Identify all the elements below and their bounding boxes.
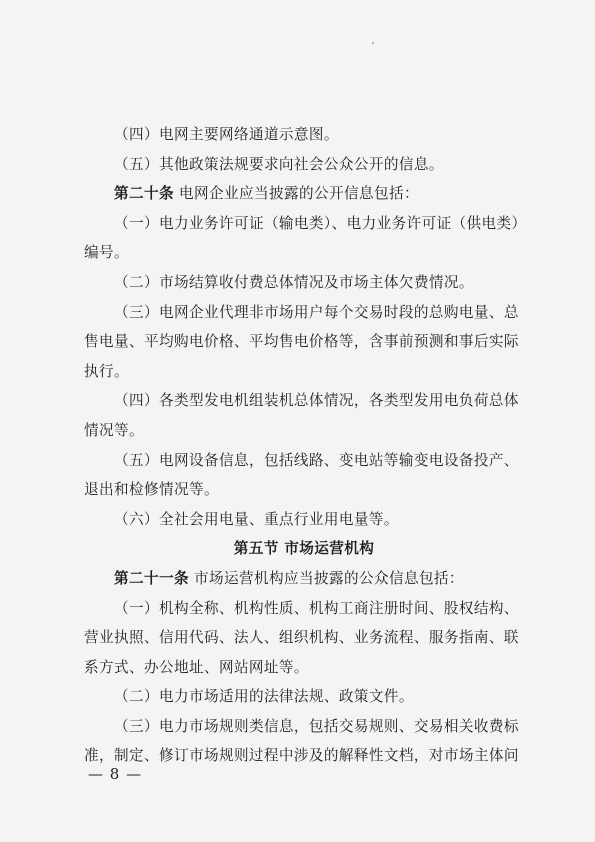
paragraph <box>84 594 524 683</box>
paragraph <box>114 120 524 150</box>
text-line: （六）全社会用电量、重点行业用电量等。 <box>114 510 399 528</box>
paragraph <box>84 386 524 445</box>
paragraph <box>84 298 524 387</box>
paragraph <box>114 682 524 712</box>
text-line: （二）电力市场适用的法律法规、政策文件。 <box>114 688 414 706</box>
text-line: （三）电力市场规则类信息，包括交易规则、交易相关收费标 <box>114 717 519 735</box>
article-paragraph <box>114 564 524 594</box>
text-line: （四）电网主要网络通道示意图。 <box>114 126 339 143</box>
text-line: 执行。 <box>84 362 129 380</box>
text-line: （三）电网企业代理非市场用户每个交易时段的总购电量、总 <box>114 303 519 321</box>
paragraph <box>114 268 524 298</box>
text-line: （五）其他政策法规要求向社会公众公开的信息。 <box>114 155 444 173</box>
text-line: 售电量、平均购电价格、平均售电价格等，含事前预测和事后实际 <box>84 333 519 351</box>
text-line: 情况等。 <box>84 421 144 439</box>
section-title: 第五节 市场运营机构 <box>233 540 375 558</box>
text-line: 系方式、办公地址、网站网址等。 <box>84 658 309 676</box>
article-number: 第二十一条 <box>114 569 189 587</box>
text-line <box>114 179 524 209</box>
page-number: — 8 — <box>88 765 143 783</box>
paragraph <box>84 209 527 268</box>
text-line: 退出和检修情况等。 <box>84 481 219 499</box>
text-line <box>114 564 524 594</box>
text-line: （五）电网设备信息，包括线路、变电站等输变电设备投产、 <box>114 451 519 469</box>
article-text: 市场运营机构应当披露的公众信息包括： <box>194 569 464 587</box>
text-line: （四）各类型发电机组装机总体情况，各类型发用电负荷总体 <box>114 392 519 410</box>
text-line: （二）市场结算收付费总体情况及市场主体欠费情况。 <box>114 273 474 291</box>
text-line: （一）机构全称、机构性质、机构工商注册时间、股权结构、 <box>114 599 519 617</box>
document-body <box>84 120 527 771</box>
paragraph <box>114 505 524 535</box>
text-line: （一）电力业务许可证（输电类）、电力业务许可证（供电类） <box>114 214 527 232</box>
section-heading <box>114 534 524 564</box>
paragraph <box>84 712 524 771</box>
text-line: 编号。 <box>84 244 129 262</box>
article-text: 电网企业应当披露的公开信息包括： <box>179 185 419 203</box>
article-paragraph <box>114 179 524 209</box>
paragraph <box>114 150 524 180</box>
scan-speck <box>372 42 374 44</box>
text-line: 准，制定、修订市场规则过程中涉及的解释性文档，对市场主体问 <box>84 747 519 765</box>
text-line: 营业执照、信用代码、法人、组织机构、业务流程、服务指南、联 <box>84 629 519 647</box>
paragraph <box>84 446 524 505</box>
article-number: 第二十条 <box>114 185 174 203</box>
